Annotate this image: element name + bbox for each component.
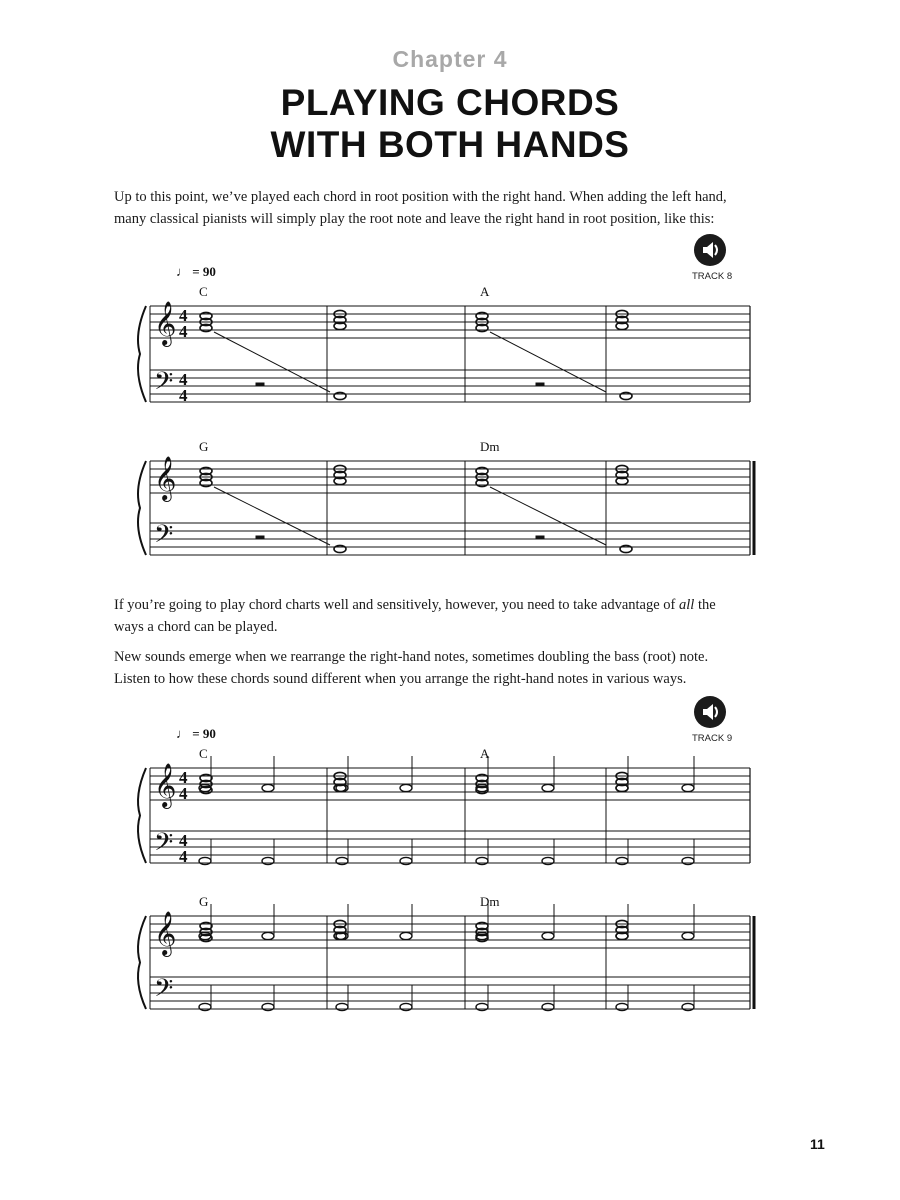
bass-note	[476, 857, 488, 864]
chord-symbol: Dm	[480, 439, 500, 454]
title-line-2: WITH BOTH HANDS	[270, 124, 630, 165]
bass-clef: 𝄢	[154, 520, 174, 555]
bass-note	[400, 1003, 412, 1010]
bass-note	[336, 1003, 348, 1010]
paragraph-2-line-1: If you’re going to play chord charts well and sensitively, however, you need to take advantage of all the	[114, 597, 716, 613]
time-signature: 4	[179, 322, 188, 341]
bass-note	[262, 857, 274, 864]
bass-note	[542, 1003, 554, 1010]
time-signature: 4	[179, 306, 188, 325]
page-number: 11	[810, 1136, 825, 1152]
voice-line	[214, 487, 330, 545]
time-signature: 4	[179, 831, 188, 850]
intro-line-2: many classical pianists will simply play the root note and leave the right hand in root position, like this:	[114, 211, 715, 227]
bass-note	[400, 857, 412, 864]
time-signature: 4	[179, 370, 188, 389]
paragraph-3-line-2: Listen to how these chords sound different when you arrange the right-hand notes in various ways.	[114, 671, 687, 687]
note-head	[400, 932, 412, 939]
half-rest	[256, 536, 264, 539]
note-head	[262, 932, 274, 939]
note-head	[682, 932, 694, 939]
chord-symbol: A	[480, 284, 490, 299]
voice-line	[214, 332, 330, 392]
bass-note	[542, 857, 554, 864]
bass-note	[334, 545, 346, 552]
chord-symbol: G	[199, 439, 209, 454]
time-signature: 4	[179, 768, 188, 787]
bass-note	[620, 392, 632, 399]
bass-note	[620, 545, 632, 552]
emphasis-all: all	[679, 597, 695, 613]
chord-symbol: G	[199, 894, 209, 909]
note-head	[682, 784, 694, 791]
time-signature: 4	[179, 784, 188, 803]
half-rest	[536, 536, 544, 539]
track-label: TRACK 9	[692, 733, 733, 744]
half-rest	[256, 383, 264, 386]
intro-line-1: Up to this point, we’ve played each chord in root position with the right hand. When adding the left hand,	[114, 189, 727, 205]
bass-clef: 𝄢	[154, 828, 174, 863]
bass-note	[199, 1003, 211, 1010]
note-head	[542, 932, 554, 939]
tempo-marking: ♩ = 90	[176, 264, 216, 279]
time-signature: 4	[179, 386, 188, 405]
brace	[138, 306, 146, 402]
note-head	[400, 784, 412, 791]
voice-line	[490, 332, 606, 392]
note-head	[542, 784, 554, 791]
treble-clef: 𝄞	[154, 911, 177, 955]
bass-note	[682, 1003, 694, 1010]
note-head	[262, 784, 274, 791]
chord-symbol: A	[480, 746, 490, 761]
bass-clef: 𝄢	[154, 974, 174, 1009]
bass-note	[199, 857, 211, 864]
brace	[138, 916, 146, 1009]
chapter-label: Chapter 4	[392, 46, 508, 72]
brace	[138, 768, 146, 863]
bass-note	[336, 857, 348, 864]
track-label: TRACK 8	[692, 271, 733, 282]
voice-line	[490, 487, 606, 545]
paragraph-3-line-1: New sounds emerge when we rearrange the right-hand notes, sometimes doubling the bass (root) note.	[114, 649, 709, 665]
chord-symbol: C	[199, 746, 208, 761]
bass-note	[476, 1003, 488, 1010]
bass-note	[262, 1003, 274, 1010]
chord-symbol: C	[199, 284, 208, 299]
treble-clef: 𝄞	[154, 456, 177, 500]
treble-clef: 𝄞	[154, 763, 177, 807]
tempo-marking: ♩ = 90	[176, 726, 216, 741]
time-signature: 4	[179, 847, 188, 866]
paragraph-2-line-2: ways a chord can be played.	[114, 619, 278, 635]
bass-note	[616, 1003, 628, 1010]
brace	[138, 461, 146, 555]
half-rest	[536, 383, 544, 386]
treble-clef: 𝄞	[154, 301, 177, 345]
bass-note	[616, 857, 628, 864]
bass-clef: 𝄢	[154, 367, 174, 402]
chord-symbol: Dm	[480, 894, 500, 909]
title-line-1: PLAYING CHORDS	[280, 82, 620, 123]
bass-note	[682, 857, 694, 864]
bass-note	[334, 392, 346, 399]
